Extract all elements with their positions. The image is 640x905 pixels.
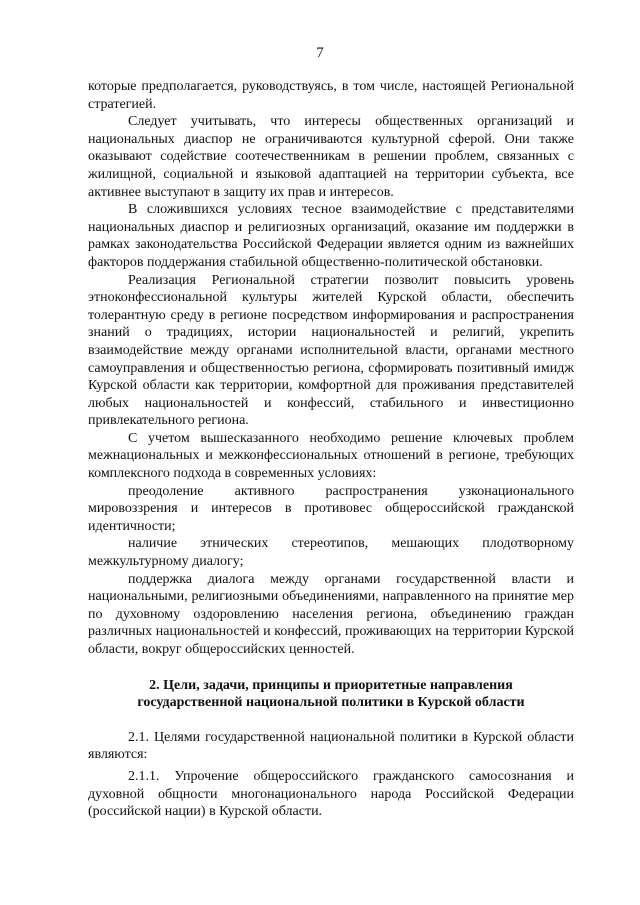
list-item-problem-3: поддержка диалога между органами государственной власти и национальными, религиозными объединениями, направленного на принятие мер по духовному оздоровлению населения региона, объединению граждан различных национальностей и конфессий, проживающих на территории Курской области, вокруг общероссийских ценностей. — [88, 571, 574, 657]
section-heading: 2. Цели, задачи, принципы и приоритетные направления государственной национальной политики в Курской области — [137, 677, 525, 711]
page-content — [88, 78, 574, 821]
list-item-problem-1: преодоление активного распространения узконационального мировоззрения и интересов в противовес общероссийской гражданской идентичности; — [88, 483, 574, 534]
paragraph-cooperation: В сложившихся условиях тесное взаимодействие с представителями национальных диаспор и религиозных организаций, оказание им поддержки в рамках законодательства Российской Федерации является одним из важнейших факторов поддержания стабильной общественно-политической обстановки. — [88, 202, 574, 270]
paragraph-goals: 2.1. Целями государственной национальной политики в Курской области являются: — [88, 729, 574, 763]
paragraph-continuation: которые предполагается, руководствуясь, в том числе, настоящей Региональной стратегией. — [88, 79, 574, 112]
paragraph-diasporas: Следует учитывать, что интересы общественных организаций и национальных диаспор не ограничиваются культурной сферой. Они также оказывают содействие соотечественникам в решении проблем, связанных с жилищной, социальной и языковой адаптацией на территории субъекта, все активнее выступают в защиту их прав и интересов. — [88, 114, 574, 200]
paragraph-goal-2-1-1: 2.1.1. Упрочение общероссийского гражданского самосознания и духовной общности многонационального народа Российской Федерации (российской нации) в Курской области. — [88, 768, 574, 820]
paragraph-key-problems: С учетом вышесказанного необходимо решение ключевых проблем межнациональных и межконфессиональных отношений в регионе, требующих комплексного подхода в современных условиях: — [88, 430, 574, 482]
page-number: 7 — [316, 45, 324, 61]
paragraph-strategy-implementation: Реализация Региональной стратегии позволит повысить уровень этноконфессиональной культуры жителей Курской области, обеспечить толерантную среду в регионе посредством информирования и распространения знаний о традициях, истории национальностей и религий, укрепить взаимодействие между органами исполнительной власти, органами местного самоуправления и общественностью региона, сформировать позитивный имидж Курской области как территории, комфортной для проживания представителей любых национальностей и конфессий, стабильного и инвестиционно привлекательного региона. — [88, 272, 574, 429]
list-item-problem-2: наличие этнических стереотипов, мешающих плодотворному межкультурному диалогу; — [88, 536, 574, 570]
